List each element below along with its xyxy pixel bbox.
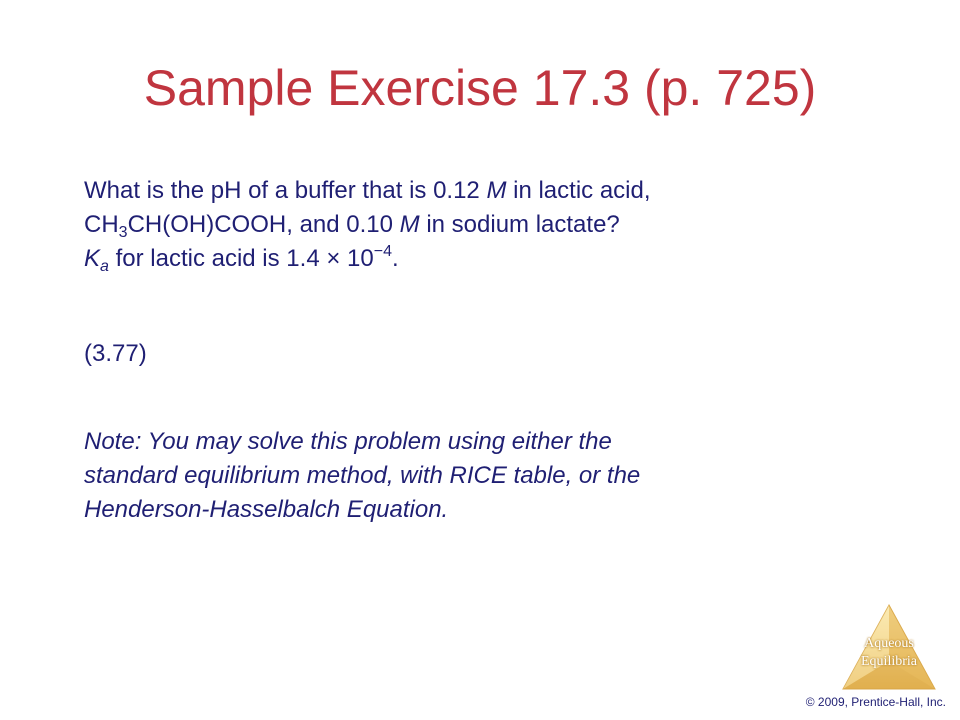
answer-text: (3.77) [84, 340, 147, 367]
formula-ch: CH [84, 211, 119, 238]
copyright-notice: © 2009, Prentice-Hall, Inc. [805, 695, 946, 709]
molarity-symbol: M [486, 177, 507, 204]
note-text [84, 425, 874, 527]
note-line-2: standard equilibrium method, with RICE table, or the [84, 462, 641, 489]
note-line-1: Note: You may solve this problem using either the [84, 428, 612, 455]
badge-line-1: Aqueous [864, 636, 914, 651]
slide-title: Sample Exercise 17.3 (p. 725) [143, 60, 817, 116]
question-line-3-end: . [391, 245, 399, 272]
exponent: −4 [373, 243, 392, 260]
question-line-2-end: in sodium lactate? [419, 211, 620, 238]
formula-subscript: 3 [118, 224, 128, 241]
ka-subscript: a [100, 258, 109, 275]
ka-symbol: K [84, 245, 101, 272]
question-line-1-text: What is the pH of a buffer that is 0.12 [84, 177, 487, 204]
note-line-3: Henderson-Hasselbalch Equation. [84, 496, 449, 523]
chapter-badge [841, 603, 937, 691]
question-line-3 [84, 242, 874, 276]
molarity-symbol-2: M [399, 211, 420, 238]
question-line-2-text: CH(OH)COOH, and 0.10 [127, 211, 400, 238]
question-line-3-text: for lactic acid is 1.4 × 10 [108, 245, 374, 272]
badge-line-2: Equilibria [861, 654, 917, 669]
badge-label [841, 635, 937, 671]
question-text [84, 174, 874, 276]
question-line-2 [84, 208, 874, 242]
question-line-1-end: in lactic acid, [506, 177, 651, 204]
question-line-1 [84, 174, 874, 208]
